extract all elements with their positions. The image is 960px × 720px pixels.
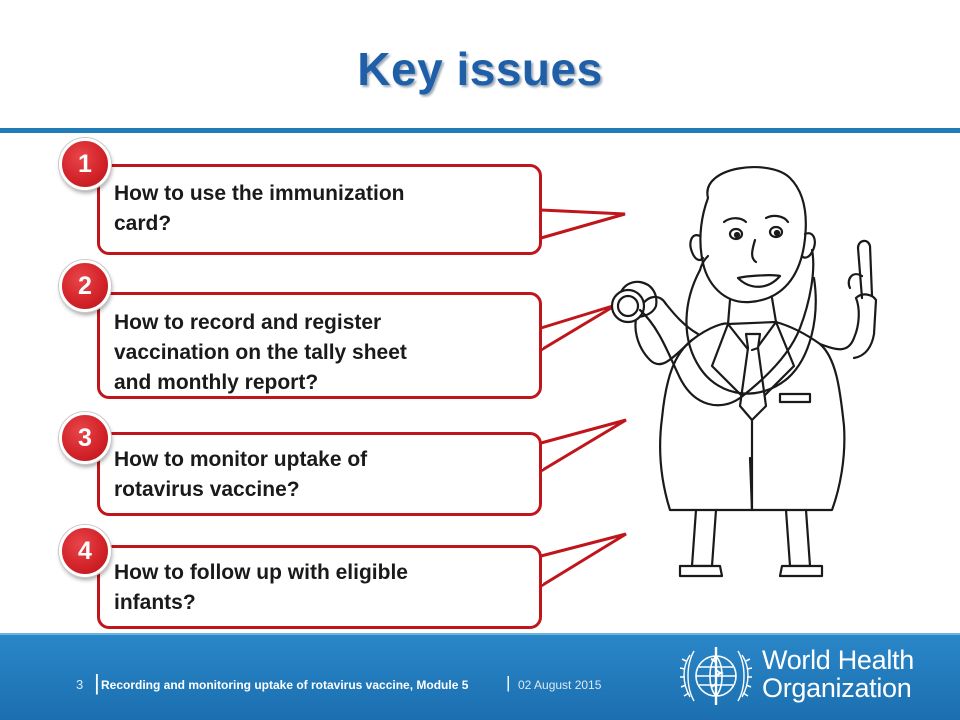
footer-separator: | bbox=[94, 670, 100, 695]
who-emblem-icon bbox=[676, 637, 756, 715]
issue-bubble-1 bbox=[97, 164, 542, 255]
slide-title: Key issues bbox=[357, 43, 603, 95]
issue-bubble-2 bbox=[97, 292, 542, 399]
footer-separator-2: | bbox=[506, 673, 511, 692]
issue-text-2: How to record and register vaccination on the tally sheet and monthly report? bbox=[114, 311, 407, 394]
who-name-line2: Organization bbox=[762, 673, 912, 703]
issue-text-4: How to follow up with eligible infants? bbox=[114, 561, 408, 614]
issue-text-3: How to monitor uptake of rotavirus vaccine? bbox=[114, 448, 368, 501]
issue-number-badge-3: 3 bbox=[59, 412, 111, 464]
title-divider bbox=[0, 128, 960, 133]
doctor-illustration bbox=[600, 158, 910, 588]
who-name-line1: World Health bbox=[762, 645, 914, 675]
footer-date: 02 August 2015 bbox=[518, 678, 602, 692]
slide-number: 3 bbox=[76, 677, 84, 692]
issue-number-badge-1: 1 bbox=[59, 138, 111, 190]
footer-top-rule bbox=[0, 633, 960, 635]
issue-number-badge-2: 2 bbox=[59, 260, 111, 312]
issue-text-1: How to use the immunization card? bbox=[114, 182, 405, 235]
issue-bubble-4 bbox=[97, 545, 542, 629]
issue-number-badge-4: 4 bbox=[59, 525, 111, 577]
footer-module-text: Recording and monitoring uptake of rotavirus vaccine, Module 5 bbox=[101, 678, 469, 692]
issue-bubble-3 bbox=[97, 432, 542, 516]
